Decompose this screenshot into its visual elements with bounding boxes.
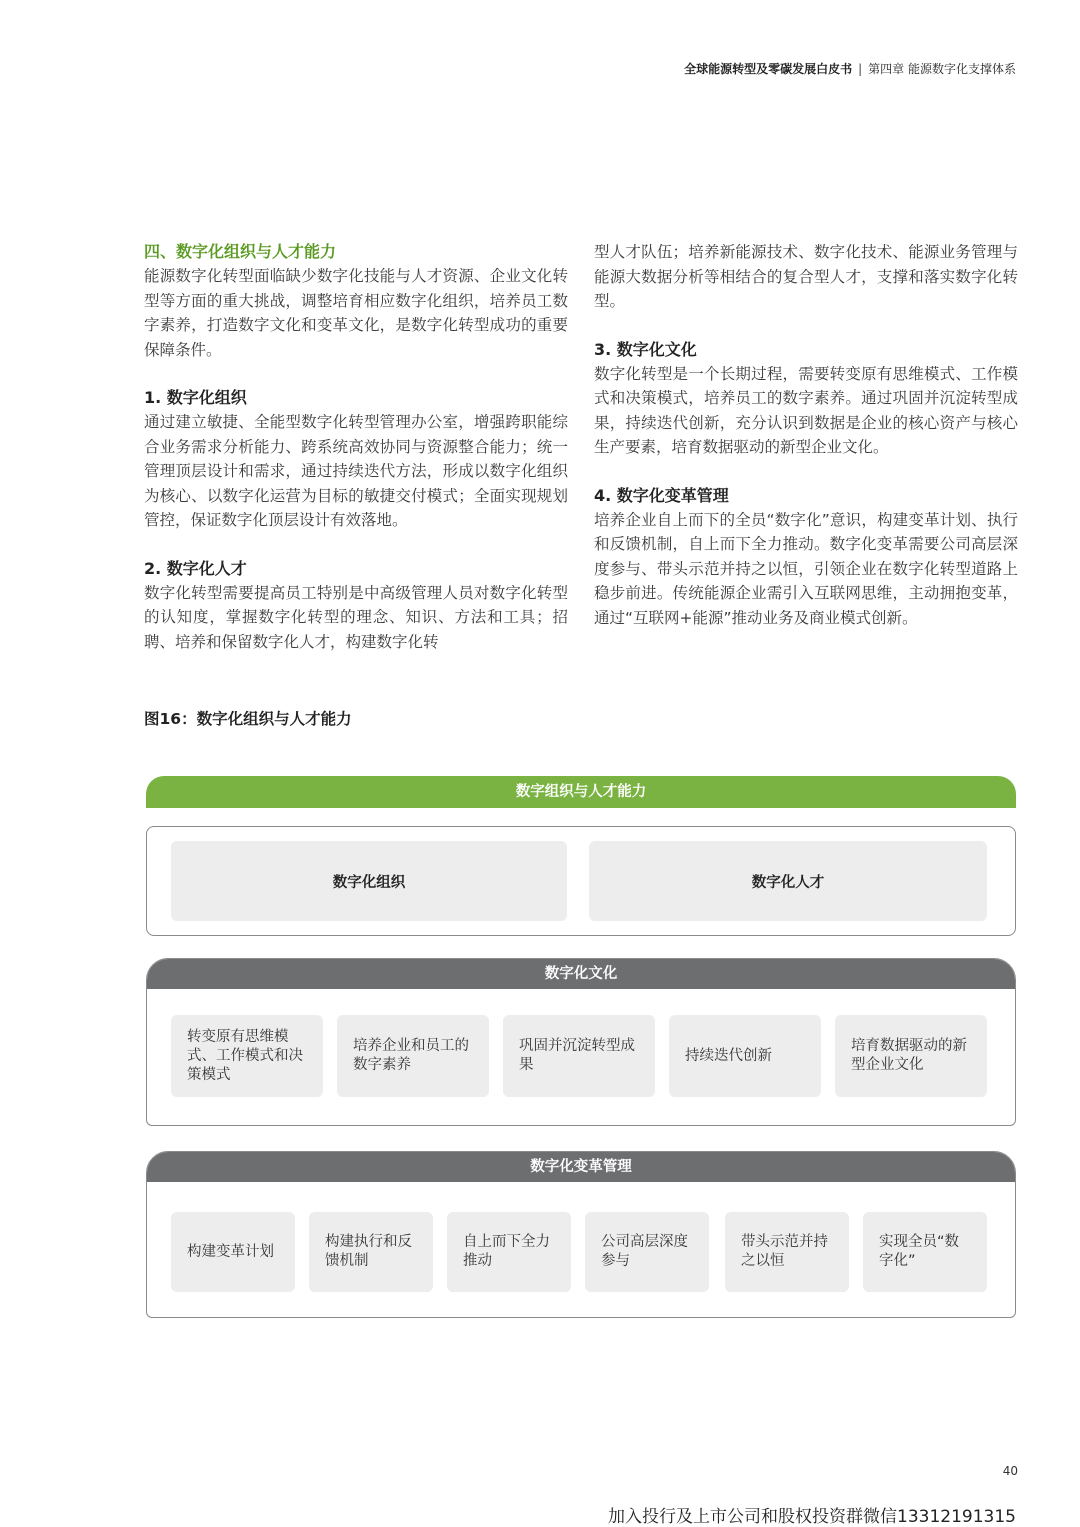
intro-paragraph: 能源数字化转型面临缺少数字化技能与人才资源、企业文化转型等方面的重大挑战，调整培育相应数字化组织，培养员工数字素养，打造数字文化和变革文化，是数字化转型成功的重要保障条件。 bbox=[144, 267, 568, 359]
digital-culture-header: 数字化文化 bbox=[147, 959, 1015, 989]
change-management-block bbox=[146, 1151, 1016, 1318]
subsection-title-organization: 1. 数字化组织 bbox=[144, 388, 247, 407]
footer-note: 加入投行及上市公司和股权投资群微信13312191315 bbox=[608, 1507, 1016, 1527]
change-item: 带头示范并持之以恒 bbox=[725, 1212, 849, 1292]
org-talent-block bbox=[146, 826, 1016, 936]
change-item: 实现全员“数字化” bbox=[863, 1212, 987, 1292]
header-separator: | bbox=[858, 62, 863, 76]
culture-item: 转变原有思维模式、工作模式和决策模式 bbox=[171, 1015, 323, 1097]
talent-paragraph: 数字化转型需要提高员工特别是中高级管理人员对数字化转型的认知度，掌握数字化转型的理念、知识、方法和工具；招聘、培养和保留数字化人才，构建数字化转 bbox=[144, 583, 568, 651]
talent-paragraph-continued: 型人才队伍；培养新能源技术、数字化技术、能源业务管理与能源大数据分析等相结合的复合型人才，支撑和落实数字化转型。 bbox=[594, 243, 1018, 310]
section-title: 四、数字化组织与人才能力 bbox=[144, 242, 337, 261]
figure-caption: 图16：数字化组织与人才能力 bbox=[144, 710, 352, 728]
chapter-title: 第四章 能源数字化支撑体系 bbox=[868, 62, 1016, 76]
culture-item: 巩固并沉淀转型成果 bbox=[503, 1015, 655, 1097]
culture-item: 持续迭代创新 bbox=[669, 1015, 821, 1097]
digital-organization-box: 数字化组织 bbox=[171, 841, 567, 921]
page-number: 40 bbox=[1002, 1464, 1018, 1478]
change-management-paragraph: 培养企业自上而下的全员“数字化”意识，构建变革计划、执行和反馈机制，自上而下全力推动。数字化变革需要公司高层深度参与、带头示范并持之以恒，引领企业在数字化转型道路上稳步前进。传统能源企业需引入互联网思维，主动拥抱变革，通过“互联网+能源”推动业务及商业模式创新。 bbox=[594, 510, 1018, 627]
change-item: 构建变革计划 bbox=[171, 1212, 295, 1292]
report-title: 全球能源转型及零碳发展白皮书 bbox=[684, 62, 853, 76]
change-management-header: 数字化变革管理 bbox=[147, 1152, 1015, 1182]
culture-item: 培育数据驱动的新型企业文化 bbox=[835, 1015, 987, 1097]
organization-paragraph: 通过建立敏捷、全能型数字化转型管理办公室，增强跨职能综合业务需求分析能力、跨系统高效协同与资源整合能力；统一管理顶层设计和需求，通过持续迭代方法，形成以数字化组织为核心、以数字化运营为目标的敏捷交付模式；全面实现规划管控，保证数字化顶层设计有效落地。 bbox=[144, 413, 568, 529]
subsection-title-culture: 3. 数字化文化 bbox=[594, 339, 697, 359]
change-item: 自上而下全力推动 bbox=[447, 1212, 571, 1292]
subsection-title-talent: 2. 数字化人才 bbox=[144, 558, 247, 578]
culture-paragraph: 数字化转型是一个长期过程，需要转变原有思维模式、工作模式和决策模式，培养员工的数字素养。通过巩固并沉淀转型成果，持续迭代创新，充分认识到数据是企业的核心资产与核心生产要素，培育数据驱动的新型企业文化。 bbox=[594, 364, 1018, 456]
digital-culture-block bbox=[146, 958, 1016, 1126]
figure-top-banner: 数字组织与人才能力 bbox=[146, 776, 1016, 808]
change-item: 公司高层深度参与 bbox=[585, 1212, 709, 1292]
change-item: 构建执行和反馈机制 bbox=[309, 1212, 433, 1292]
left-column bbox=[144, 240, 568, 654]
culture-item: 培养企业和员工的数字素养 bbox=[337, 1015, 489, 1097]
right-column bbox=[594, 240, 1018, 630]
subsection-title-change-management: 4. 数字化变革管理 bbox=[594, 485, 729, 505]
page-header bbox=[684, 60, 1016, 77]
digital-talent-box: 数字化人才 bbox=[589, 841, 987, 921]
